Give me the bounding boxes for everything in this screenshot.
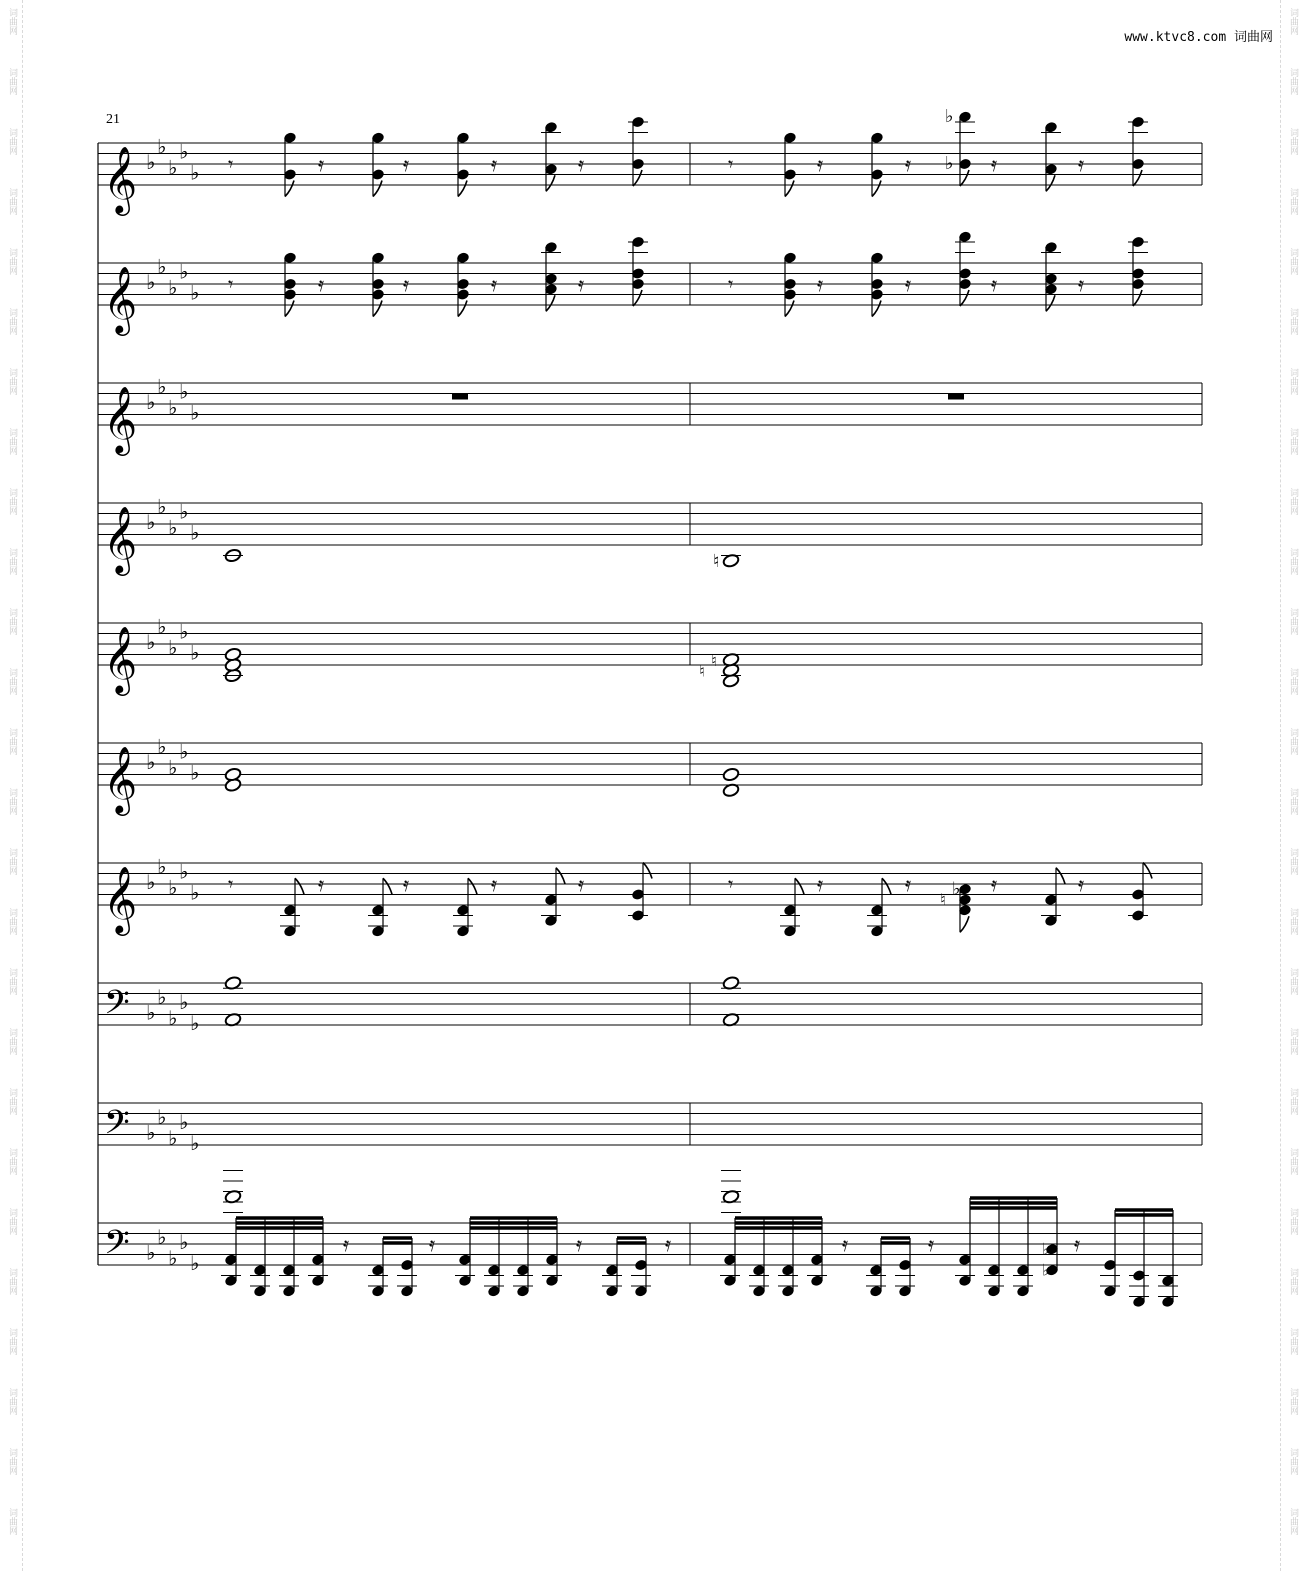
flat-icon: ♭ bbox=[952, 878, 961, 900]
watermark-text: 词曲网 bbox=[7, 608, 17, 635]
note-flag bbox=[1133, 170, 1142, 186]
watermark-text: 词曲网 bbox=[7, 968, 17, 995]
sixteenth-rest-icon: 𝄿 bbox=[817, 272, 824, 296]
note-flag bbox=[872, 301, 881, 317]
note-flag bbox=[960, 170, 969, 186]
note-flag bbox=[285, 181, 294, 197]
watermark-text: 词曲网 bbox=[1288, 728, 1298, 755]
treble-clef-icon: 𝄞 bbox=[103, 865, 138, 933]
flat-icon: ♭ bbox=[146, 1240, 156, 1265]
watermark-text: 词曲网 bbox=[1288, 608, 1298, 635]
sixteenth-rest-icon: 𝄿 bbox=[403, 152, 410, 176]
flat-icon: ♭ bbox=[157, 254, 167, 279]
sixteenth-rest-icon: 𝄿 bbox=[318, 152, 325, 176]
flat-icon: ♭ bbox=[945, 153, 954, 174]
watermark-text: 词曲网 bbox=[1288, 8, 1298, 35]
flat-icon: ♭ bbox=[168, 275, 178, 300]
watermark-text: 词曲网 bbox=[1288, 68, 1298, 95]
eighth-rest-icon: 𝄾 bbox=[228, 272, 234, 296]
treble-clef-icon: 𝄞 bbox=[103, 625, 138, 693]
flat-icon: ♭ bbox=[157, 614, 167, 639]
sixteenth-rest-icon: 𝄿 bbox=[578, 872, 585, 896]
watermark-text: 词曲网 bbox=[1288, 1508, 1298, 1535]
watermark-text: 词曲网 bbox=[7, 788, 17, 815]
sixteenth-rest-icon: 𝄿 bbox=[1078, 872, 1085, 896]
watermark-text: 词曲网 bbox=[7, 1028, 17, 1055]
note-flag bbox=[1133, 290, 1142, 306]
note-flag bbox=[546, 175, 555, 191]
watermark-text: 词曲网 bbox=[7, 1148, 17, 1175]
watermark-text: 词曲网 bbox=[1288, 1088, 1298, 1115]
note-flag bbox=[383, 878, 392, 894]
sixteenth-rest-icon: 𝄿 bbox=[491, 152, 498, 176]
note-flag bbox=[795, 878, 804, 894]
flat-icon: ♭ bbox=[168, 515, 178, 540]
flat-icon: ♭ bbox=[168, 395, 178, 420]
flat-icon: ♭ bbox=[146, 750, 156, 774]
note-flag bbox=[1056, 868, 1065, 884]
watermark-text: 词曲网 bbox=[7, 728, 17, 755]
flat-icon: ♭ bbox=[168, 755, 178, 780]
note-flag bbox=[373, 181, 382, 197]
sixteenth-rest-icon: 𝄿 bbox=[578, 272, 585, 296]
eighth-rest-icon: 𝄾 bbox=[728, 272, 734, 296]
sixteenth-rest-icon: 𝄿 bbox=[905, 272, 912, 296]
watermark-text: 词曲网 bbox=[7, 488, 17, 515]
watermark-text: 词曲网 bbox=[7, 548, 17, 575]
watermark-text: 词曲网 bbox=[1288, 308, 1298, 335]
treble-clef-icon: 𝄞 bbox=[103, 265, 138, 333]
flat-icon: ♭ bbox=[146, 270, 156, 294]
watermark-text: 词曲网 bbox=[1288, 368, 1298, 395]
note-flag bbox=[785, 181, 794, 197]
whole-note bbox=[224, 647, 242, 662]
whole-note bbox=[224, 767, 242, 782]
flat-icon: ♭ bbox=[945, 105, 954, 127]
note-flag bbox=[285, 301, 294, 317]
note-flag bbox=[785, 301, 794, 317]
watermark-text: 词曲网 bbox=[1288, 488, 1298, 515]
flat-icon: ♭ bbox=[168, 1005, 178, 1030]
sixteenth-rest-icon: 𝄿 bbox=[318, 872, 325, 896]
watermark-text: 词曲网 bbox=[1288, 188, 1298, 215]
flat-icon: ♭ bbox=[168, 155, 178, 180]
sixteenth-rest-icon: 𝄿 bbox=[403, 872, 410, 896]
flat-icon: ♭ bbox=[179, 1230, 189, 1254]
note-flag bbox=[546, 295, 555, 311]
note-flag bbox=[1046, 295, 1055, 311]
flat-icon: ♭ bbox=[190, 1011, 200, 1035]
sixteenth-rest-icon: 𝄿 bbox=[1078, 152, 1085, 176]
flat-icon: ♭ bbox=[168, 635, 178, 660]
flat-icon: ♭ bbox=[190, 280, 200, 305]
measure-number: 21 bbox=[106, 112, 120, 127]
flat-icon: ♭ bbox=[190, 160, 200, 185]
sixteenth-rest-icon: 𝄿 bbox=[928, 1232, 935, 1256]
flat-icon: ♭ bbox=[190, 640, 200, 665]
flat-icon: ♭ bbox=[146, 390, 156, 414]
sixteenth-rest-icon: 𝄿 bbox=[905, 872, 912, 896]
flat-icon: ♭ bbox=[146, 1120, 156, 1145]
natural-icon: ♮ bbox=[711, 650, 717, 670]
treble-clef-icon: 𝄞 bbox=[103, 505, 138, 573]
sixteenth-rest-icon: 𝄿 bbox=[491, 872, 498, 896]
watermark-text: 词曲网 bbox=[7, 1388, 17, 1415]
sixteenth-rest-icon: 𝄿 bbox=[817, 872, 824, 896]
note-flag bbox=[458, 181, 467, 197]
flat-icon: ♭ bbox=[146, 870, 156, 894]
sixteenth-rest-icon: 𝄿 bbox=[991, 872, 998, 896]
flat-icon: ♭ bbox=[179, 499, 189, 524]
watermark-text: 词曲网 bbox=[7, 1268, 17, 1295]
flat-icon: ♭ bbox=[179, 1110, 189, 1134]
note-flag bbox=[373, 301, 382, 317]
watermark-text: 词曲网 bbox=[7, 1448, 17, 1475]
watermark-text: 词曲网 bbox=[1288, 668, 1298, 695]
watermark-text: 词曲网 bbox=[7, 848, 17, 875]
watermark-text: 词曲网 bbox=[7, 1208, 17, 1235]
watermark-text: 词曲网 bbox=[7, 1088, 17, 1115]
sixteenth-rest-icon: 𝄿 bbox=[991, 272, 998, 296]
watermark-text: 词曲网 bbox=[7, 308, 17, 335]
note-flag bbox=[295, 878, 304, 894]
flat-icon: ♭ bbox=[179, 990, 189, 1014]
flat-icon: ♭ bbox=[1042, 1239, 1050, 1259]
watermark-text: 词曲网 bbox=[1288, 1028, 1298, 1055]
note-flag bbox=[882, 878, 891, 894]
flat-icon: ♭ bbox=[146, 1000, 156, 1025]
sixteenth-rest-icon: 𝄿 bbox=[343, 1232, 350, 1256]
flat-icon: ♭ bbox=[190, 520, 200, 545]
flat-icon: ♭ bbox=[179, 379, 189, 404]
sixteenth-rest-icon: 𝄿 bbox=[1074, 1232, 1081, 1256]
natural-icon: ♮ bbox=[940, 889, 946, 909]
watermark-text: 词曲网 bbox=[7, 68, 17, 95]
note-flag bbox=[468, 878, 477, 894]
note-flag bbox=[1143, 863, 1152, 879]
bass-clef-icon: 𝄢 bbox=[104, 984, 130, 1031]
flat-icon: ♭ bbox=[190, 1131, 200, 1155]
watermark-text: 词曲网 bbox=[7, 1508, 17, 1535]
watermark-text: 词曲网 bbox=[1288, 548, 1298, 575]
flat-icon: ♭ bbox=[179, 739, 189, 764]
watermark-text: 词曲网 bbox=[1288, 788, 1298, 815]
eighth-rest-icon: 𝄾 bbox=[228, 152, 234, 176]
sixteenth-rest-icon: 𝄿 bbox=[576, 1232, 583, 1256]
sixteenth-rest-icon: 𝄿 bbox=[842, 1232, 849, 1256]
flat-icon: ♭ bbox=[168, 875, 178, 900]
flat-icon: ♭ bbox=[157, 494, 167, 519]
eighth-rest-icon: 𝄾 bbox=[728, 872, 734, 896]
watermark-text: 词曲网 bbox=[7, 128, 17, 155]
flat-icon: ♭ bbox=[190, 400, 200, 425]
sixteenth-rest-icon: 𝄿 bbox=[991, 152, 998, 176]
note-flag bbox=[633, 290, 642, 306]
natural-icon: ♮ bbox=[713, 550, 720, 572]
watermark-text: 词曲网 bbox=[1288, 128, 1298, 155]
flat-icon: ♭ bbox=[146, 630, 156, 654]
watermark-text: 词曲网 bbox=[1288, 428, 1298, 455]
flat-icon: ♭ bbox=[168, 1245, 178, 1270]
sixteenth-rest-icon: 𝄿 bbox=[1078, 272, 1085, 296]
watermark-text: 词曲网 bbox=[1288, 1328, 1298, 1355]
natural-icon: ♮ bbox=[699, 661, 705, 681]
flat-icon: ♭ bbox=[157, 1224, 167, 1249]
watermark-text: 词曲网 bbox=[1288, 1388, 1298, 1415]
bass-clef-icon: 𝄢 bbox=[104, 1104, 130, 1151]
watermark-text: 词曲网 bbox=[1288, 1268, 1298, 1295]
note-flag bbox=[556, 868, 565, 884]
note-flag bbox=[1046, 175, 1055, 191]
watermark-text: 词曲网 bbox=[7, 668, 17, 695]
treble-clef-icon: 𝄞 bbox=[103, 145, 138, 213]
sixteenth-rest-icon: 𝄿 bbox=[817, 152, 824, 176]
watermark-text: 词曲网 bbox=[7, 368, 17, 395]
flat-icon: ♭ bbox=[168, 1125, 178, 1150]
watermark-text: 词曲网 bbox=[1288, 1148, 1298, 1175]
sixteenth-rest-icon: 𝄿 bbox=[429, 1232, 436, 1256]
flat-icon: ♭ bbox=[179, 259, 189, 284]
watermark-text: 词曲网 bbox=[1288, 908, 1298, 935]
note-flag bbox=[960, 290, 969, 306]
eighth-rest-icon: 𝄾 bbox=[228, 872, 234, 896]
watermark-text: 词曲网 bbox=[7, 908, 17, 935]
note-flag bbox=[633, 170, 642, 186]
treble-clef-icon: 𝄞 bbox=[103, 385, 138, 453]
watermark-text: 词曲网 bbox=[7, 248, 17, 275]
flat-icon: ♭ bbox=[157, 984, 167, 1009]
flat-icon: ♭ bbox=[179, 139, 189, 164]
note-flag bbox=[458, 301, 467, 317]
watermark-text: 词曲网 bbox=[1288, 1208, 1298, 1235]
flat-icon: ♭ bbox=[190, 1251, 200, 1275]
flat-icon: ♭ bbox=[157, 134, 167, 159]
treble-clef-icon: 𝄞 bbox=[103, 745, 138, 813]
sixteenth-rest-icon: 𝄿 bbox=[318, 272, 325, 296]
watermark-text: 词曲网 bbox=[7, 188, 17, 215]
whole-rest-icon bbox=[452, 394, 468, 400]
note-flag bbox=[872, 181, 881, 197]
flat-icon: ♭ bbox=[157, 854, 167, 879]
whole-note bbox=[722, 767, 740, 782]
note-flag bbox=[960, 916, 969, 932]
note-flag bbox=[643, 863, 652, 879]
watermark-text: 词曲网 bbox=[7, 1328, 17, 1355]
eighth-rest-icon: 𝄾 bbox=[728, 152, 734, 176]
flat-icon: ♭ bbox=[179, 859, 189, 884]
flat-icon: ♭ bbox=[157, 374, 167, 399]
watermark-text: 词曲网 bbox=[7, 8, 17, 35]
flat-icon: ♭ bbox=[157, 1104, 167, 1129]
flat-icon: ♭ bbox=[157, 734, 167, 759]
site-url[interactable]: www.ktvc8.com bbox=[1124, 30, 1227, 45]
flat-icon: ♭ bbox=[146, 510, 156, 534]
sixteenth-rest-icon: 𝄿 bbox=[403, 272, 410, 296]
bass-clef-icon: 𝄢 bbox=[104, 1224, 130, 1271]
sixteenth-rest-icon: 𝄿 bbox=[905, 152, 912, 176]
sixteenth-rest-icon: 𝄿 bbox=[578, 152, 585, 176]
flat-icon: ♭ bbox=[190, 880, 200, 905]
flat-icon: ♭ bbox=[146, 150, 156, 174]
site-name: 词曲网 bbox=[1233, 30, 1273, 45]
flat-icon: ♭ bbox=[1042, 1260, 1050, 1280]
watermark-text: 词曲网 bbox=[1288, 248, 1298, 275]
watermark-text: 词曲网 bbox=[7, 428, 17, 455]
watermark-text: 词曲网 bbox=[1288, 1448, 1298, 1475]
sixteenth-rest-icon: 𝄿 bbox=[491, 272, 498, 296]
watermark-text: 词曲网 bbox=[1288, 968, 1298, 995]
flat-icon: ♭ bbox=[179, 619, 189, 644]
flat-icon: ♭ bbox=[190, 760, 200, 785]
whole-rest-icon bbox=[948, 394, 964, 400]
sixteenth-rest-icon: 𝄿 bbox=[665, 1232, 672, 1256]
watermark-text: 词曲网 bbox=[1288, 848, 1298, 875]
